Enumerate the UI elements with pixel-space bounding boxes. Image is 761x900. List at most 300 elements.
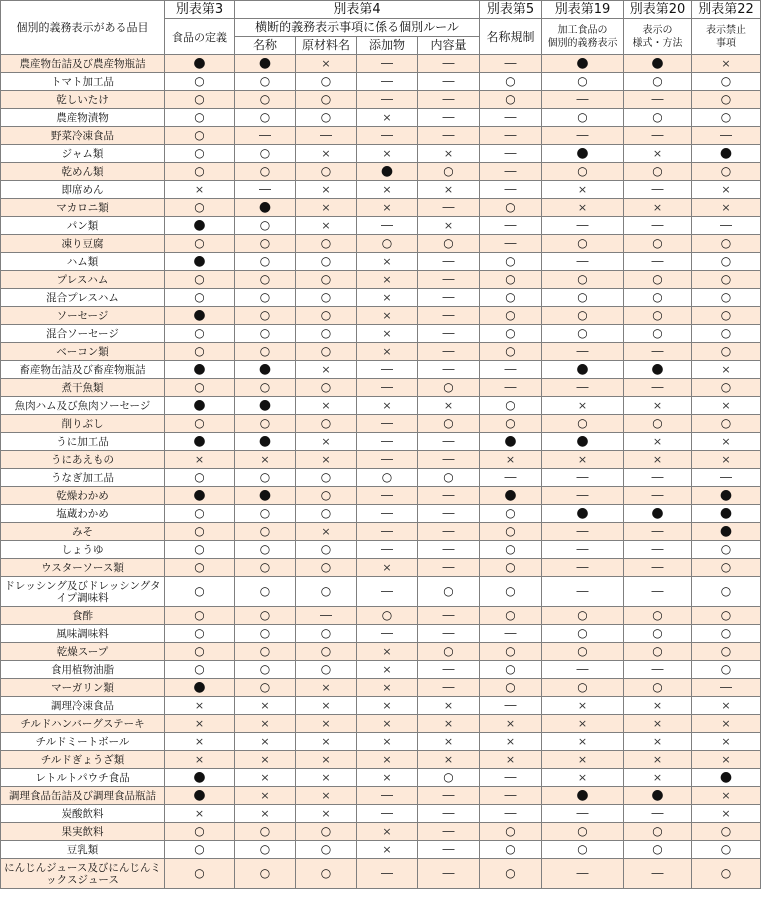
required-mark: ● [193, 217, 206, 233]
item-column-header: 個別的義務表示がある品目 [1, 1, 165, 55]
not-applicable-mark: × [321, 182, 331, 196]
item-name: ソーセージ [1, 307, 165, 325]
required-mark: ● [651, 361, 664, 377]
rule-cell [235, 253, 296, 271]
rule-cell [235, 661, 296, 679]
rule-cell [624, 805, 692, 823]
rule-cell [296, 361, 357, 379]
rule-cell [296, 769, 357, 787]
no-rule-mark: ― [576, 128, 589, 142]
rule-cell [235, 841, 296, 859]
no-rule-mark: ― [504, 110, 517, 124]
rule-cell [624, 823, 692, 841]
applicable-mark: ○ [259, 524, 271, 538]
rule-cell [235, 451, 296, 469]
rule-cell [165, 505, 235, 523]
rule-cell [296, 607, 357, 625]
item-name: 魚肉ハム及び魚肉ソーセージ [1, 397, 165, 415]
no-rule-mark: ― [442, 788, 455, 802]
applicable-mark: ○ [505, 584, 516, 598]
applicable-mark: ○ [259, 626, 271, 640]
rule-cell [542, 109, 624, 127]
applicable-mark: ○ [577, 110, 588, 124]
no-rule-mark: ― [381, 626, 393, 640]
no-rule-mark: ― [576, 344, 589, 358]
item-name: うに加工品 [1, 433, 165, 451]
rule-cell [480, 751, 542, 769]
applicable-mark: ○ [320, 824, 332, 838]
applicable-mark: ○ [194, 824, 205, 838]
rule-cell [624, 91, 692, 109]
applicable-mark: ○ [505, 272, 516, 286]
applicable-mark: ○ [320, 308, 332, 322]
not-applicable-mark: × [721, 716, 731, 730]
no-rule-mark: ― [442, 866, 455, 880]
applicable-mark: ○ [320, 842, 332, 856]
applicable-mark: ○ [443, 164, 454, 178]
group-header-table19: 別表第19 [542, 1, 624, 19]
rule-cell [296, 379, 357, 397]
rule-cell [418, 577, 480, 607]
rule-cell [357, 109, 418, 127]
rule-cell [357, 697, 418, 715]
table-row [1, 235, 761, 253]
rule-cell [357, 541, 418, 559]
not-applicable-mark: × [505, 734, 516, 748]
item-name: 塩蔵わかめ [1, 505, 165, 523]
no-rule-mark: ― [381, 452, 393, 466]
required-mark: ● [258, 397, 272, 413]
not-applicable-mark: × [505, 752, 516, 766]
table-row [1, 733, 761, 751]
applicable-mark: ○ [652, 680, 663, 694]
applicable-mark: ○ [652, 824, 663, 838]
rule-cell [418, 73, 480, 91]
rule-cell [357, 715, 418, 733]
no-rule-mark: ― [651, 128, 664, 142]
rule-cell [418, 433, 480, 451]
rule-cell [357, 181, 418, 199]
applicable-mark: ○ [720, 308, 732, 322]
not-applicable-mark: × [721, 56, 731, 70]
applicable-mark: ○ [320, 344, 332, 358]
applicable-mark: ○ [194, 272, 205, 286]
rule-cell [542, 433, 624, 451]
rule-cell [418, 679, 480, 697]
table-row [1, 253, 761, 271]
rule-cell [692, 697, 761, 715]
applicable-mark: ○ [443, 470, 454, 484]
applicable-mark: ○ [720, 416, 732, 430]
rule-cell [418, 253, 480, 271]
applicable-mark: ○ [577, 272, 588, 286]
rule-cell [165, 643, 235, 661]
rule-cell [542, 163, 624, 181]
rule-cell [296, 625, 357, 643]
rule-cell [357, 127, 418, 145]
group-header-table5: 別表第5 [480, 1, 542, 19]
rule-cell [692, 361, 761, 379]
not-applicable-mark: × [577, 752, 588, 766]
applicable-mark: ○ [259, 506, 271, 520]
rule-cell [418, 823, 480, 841]
no-rule-mark: ― [576, 806, 589, 820]
rule-cell [692, 607, 761, 625]
rule-cell [165, 715, 235, 733]
table-row [1, 163, 761, 181]
rule-cell [542, 199, 624, 217]
rule-cell [542, 415, 624, 433]
rule-cell [480, 343, 542, 361]
not-applicable-mark: × [321, 734, 331, 748]
applicable-mark: ○ [720, 254, 732, 268]
no-rule-mark: ― [442, 452, 455, 466]
not-applicable-mark: × [321, 752, 331, 766]
no-rule-mark: ― [442, 626, 455, 640]
no-rule-mark: ― [320, 608, 332, 622]
rule-cell [235, 271, 296, 289]
item-name: みそ [1, 523, 165, 541]
rule-cell [480, 307, 542, 325]
not-applicable-mark: × [577, 698, 588, 712]
no-rule-mark: ― [651, 806, 664, 820]
no-rule-mark: ― [381, 542, 393, 556]
item-name: 食用植物油脂 [1, 661, 165, 679]
applicable-mark: ○ [577, 608, 588, 622]
rule-cell [624, 361, 692, 379]
no-rule-mark: ― [651, 866, 664, 880]
applicable-mark: ○ [652, 110, 663, 124]
required-mark: ● [258, 361, 272, 377]
rule-cell [357, 289, 418, 307]
applicable-mark: ○ [320, 236, 332, 250]
applicable-mark: ○ [320, 380, 332, 394]
no-rule-mark: ― [576, 542, 589, 556]
not-applicable-mark: × [382, 770, 392, 784]
applicable-mark: ○ [320, 110, 332, 124]
required-mark: ● [193, 397, 206, 413]
required-mark: ● [651, 787, 664, 803]
rule-cell [624, 841, 692, 859]
no-rule-mark: ― [442, 662, 455, 676]
no-rule-mark: ― [442, 74, 455, 88]
no-rule-mark: ― [576, 218, 589, 232]
not-applicable-mark: × [443, 218, 454, 232]
not-applicable-mark: × [382, 824, 392, 838]
applicable-mark: ○ [505, 326, 516, 340]
rule-cell [165, 541, 235, 559]
not-applicable-mark: × [321, 806, 331, 820]
rule-cell [165, 433, 235, 451]
rule-cell [624, 661, 692, 679]
rule-cell [296, 271, 357, 289]
not-applicable-mark: × [321, 698, 331, 712]
rule-cell [165, 733, 235, 751]
rule-cell [624, 733, 692, 751]
rule-cell [542, 145, 624, 163]
rule-cell [480, 643, 542, 661]
no-rule-mark: ― [720, 680, 733, 694]
no-rule-mark: ― [381, 434, 393, 448]
rule-cell [692, 823, 761, 841]
rule-cell [165, 181, 235, 199]
applicable-mark: ○ [505, 644, 516, 658]
group-header-table22: 別表第22 [692, 1, 761, 19]
no-rule-mark: ― [442, 326, 455, 340]
not-applicable-mark: × [382, 560, 392, 574]
no-rule-mark: ― [504, 236, 517, 250]
rule-cell [692, 199, 761, 217]
applicable-mark: ○ [505, 254, 516, 268]
not-applicable-mark: × [721, 698, 731, 712]
applicable-mark: ○ [194, 584, 205, 598]
applicable-mark: ○ [443, 584, 454, 598]
rule-cell [165, 661, 235, 679]
no-rule-mark: ― [576, 524, 589, 538]
rule-cell [357, 271, 418, 289]
rule-cell [418, 451, 480, 469]
rule-cell [692, 325, 761, 343]
rule-cell [418, 307, 480, 325]
not-applicable-mark: × [721, 806, 731, 820]
applicable-mark: ○ [577, 74, 588, 88]
no-rule-mark: ― [504, 56, 517, 70]
applicable-mark: ○ [194, 644, 205, 658]
rule-cell [165, 73, 235, 91]
not-applicable-mark: × [652, 698, 663, 712]
rule-cell [418, 505, 480, 523]
rule-cell [357, 487, 418, 505]
rule-cell [165, 523, 235, 541]
rule-cell [624, 235, 692, 253]
no-rule-mark: ― [442, 362, 455, 376]
no-rule-mark: ― [381, 506, 393, 520]
item-name: パン類 [1, 217, 165, 235]
rule-cell [692, 343, 761, 361]
rule-cell [480, 697, 542, 715]
not-applicable-mark: × [721, 398, 731, 412]
rule-cell [418, 541, 480, 559]
rule-cell [165, 361, 235, 379]
applicable-mark: ○ [259, 680, 271, 694]
rule-cell [418, 607, 480, 625]
rule-cell [542, 343, 624, 361]
table-row [1, 769, 761, 787]
rule-cell [357, 679, 418, 697]
rule-cell [235, 217, 296, 235]
rule-cell [235, 361, 296, 379]
no-rule-mark: ― [442, 344, 455, 358]
no-rule-mark: ― [381, 92, 393, 106]
applicable-mark: ○ [259, 644, 271, 658]
applicable-mark: ○ [577, 626, 588, 640]
no-rule-mark: ― [442, 680, 455, 694]
applicable-mark: ○ [652, 416, 663, 430]
rule-cell [235, 73, 296, 91]
rule-cell [165, 415, 235, 433]
rule-cell [418, 145, 480, 163]
not-applicable-mark: × [652, 716, 663, 730]
rule-cell [235, 559, 296, 577]
not-applicable-mark: × [194, 716, 205, 730]
no-rule-mark: ― [381, 416, 393, 430]
rule-cell [480, 661, 542, 679]
applicable-mark: ○ [320, 626, 332, 640]
column-header-text: 表示禁止 事項 [706, 24, 747, 49]
rule-cell [418, 343, 480, 361]
not-applicable-mark: × [382, 182, 392, 196]
rule-cell [165, 271, 235, 289]
not-applicable-mark: × [260, 806, 270, 820]
required-mark: ● [651, 505, 664, 521]
rule-cell [235, 91, 296, 109]
applicable-mark: ○ [259, 146, 271, 160]
rule-cell [542, 73, 624, 91]
table-row [1, 307, 761, 325]
applicable-mark: ○ [381, 470, 393, 484]
rule-cell [542, 181, 624, 199]
rule-cell [296, 859, 357, 889]
column-header-food-definition: 食品の定義 [165, 19, 235, 55]
not-applicable-mark: × [505, 452, 516, 466]
applicable-mark: ○ [505, 290, 516, 304]
rule-cell [357, 787, 418, 805]
applicable-mark: ○ [259, 584, 271, 598]
no-rule-mark: ― [504, 182, 517, 196]
rule-cell [165, 199, 235, 217]
not-applicable-mark: × [382, 110, 392, 124]
applicable-mark: ○ [720, 344, 732, 358]
applicable-mark: ○ [320, 506, 332, 520]
rule-cell [235, 487, 296, 505]
required-mark: ● [576, 361, 589, 377]
not-applicable-mark: × [652, 398, 663, 412]
required-mark: ● [193, 433, 206, 449]
rule-cell [235, 541, 296, 559]
applicable-mark: ○ [320, 290, 332, 304]
rule-cell [542, 733, 624, 751]
rule-cell [418, 163, 480, 181]
rule-cell [692, 379, 761, 397]
no-rule-mark: ― [381, 584, 393, 598]
not-applicable-mark: × [443, 398, 454, 412]
rule-cell [296, 127, 357, 145]
not-applicable-mark: × [577, 398, 588, 412]
rule-cell [235, 577, 296, 607]
rule-cell [480, 199, 542, 217]
no-rule-mark: ― [442, 290, 455, 304]
rule-cell [165, 163, 235, 181]
applicable-mark: ○ [720, 380, 732, 394]
applicable-mark: ○ [652, 608, 663, 622]
required-mark: ● [576, 505, 589, 521]
not-applicable-mark: × [721, 362, 731, 376]
no-rule-mark: ― [442, 92, 455, 106]
applicable-mark: ○ [194, 560, 205, 574]
rule-cell [542, 253, 624, 271]
no-rule-mark: ― [576, 254, 589, 268]
rule-cell [692, 577, 761, 607]
rule-cell [296, 487, 357, 505]
table-row [1, 487, 761, 505]
rule-cell [165, 769, 235, 787]
column-header-name-regulation: 名称規制 [480, 19, 542, 55]
rule-cell [692, 451, 761, 469]
not-applicable-mark: × [721, 734, 731, 748]
not-applicable-mark: × [321, 218, 331, 232]
rule-cell [692, 109, 761, 127]
no-rule-mark: ― [442, 110, 455, 124]
column-header-text: 表示の 様式・方法 [632, 24, 683, 49]
rule-cell [480, 541, 542, 559]
required-mark: ● [380, 163, 394, 179]
rule-cell [296, 55, 357, 73]
rule-cell [480, 577, 542, 607]
rule-cell [692, 415, 761, 433]
rule-cell [542, 841, 624, 859]
applicable-mark: ○ [259, 272, 271, 286]
required-mark: ● [258, 487, 272, 503]
not-applicable-mark: × [194, 734, 205, 748]
rule-cell [480, 715, 542, 733]
rule-cell [296, 661, 357, 679]
rule-cell [480, 769, 542, 787]
required-mark: ● [193, 55, 206, 71]
rule-cell [357, 661, 418, 679]
item-name: チルドミートボール [1, 733, 165, 751]
rule-cell [480, 253, 542, 271]
rule-cell [542, 469, 624, 487]
rule-cell [357, 559, 418, 577]
rule-cell [165, 469, 235, 487]
no-rule-mark: ― [504, 806, 517, 820]
rule-cell [418, 859, 480, 889]
rule-cell [357, 607, 418, 625]
rule-cell [296, 733, 357, 751]
applicable-mark: ○ [320, 164, 332, 178]
required-mark: ● [258, 199, 272, 215]
not-applicable-mark: × [443, 698, 454, 712]
column-header-display-format [624, 19, 692, 55]
not-applicable-mark: × [652, 146, 663, 160]
rule-cell [296, 163, 357, 181]
rule-cell [692, 253, 761, 271]
applicable-mark: ○ [720, 824, 732, 838]
rule-cell [624, 415, 692, 433]
applicable-mark: ○ [320, 470, 332, 484]
rule-cell [296, 577, 357, 607]
rule-cell [542, 715, 624, 733]
table-row [1, 343, 761, 361]
no-rule-mark: ― [651, 92, 664, 106]
no-rule-mark: ― [442, 824, 455, 838]
rule-cell [418, 325, 480, 343]
applicable-mark: ○ [720, 236, 732, 250]
rule-cell [235, 859, 296, 889]
table-row [1, 607, 761, 625]
rule-cell [296, 841, 357, 859]
table-row [1, 181, 761, 199]
not-applicable-mark: × [577, 452, 588, 466]
rule-cell [165, 397, 235, 415]
item-name: 乾しいたけ [1, 91, 165, 109]
applicable-mark: ○ [194, 92, 205, 106]
rule-cell [235, 145, 296, 163]
item-name: ウスターソース類 [1, 559, 165, 577]
required-mark: ● [258, 433, 272, 449]
applicable-mark: ○ [320, 326, 332, 340]
applicable-mark: ○ [720, 866, 732, 880]
